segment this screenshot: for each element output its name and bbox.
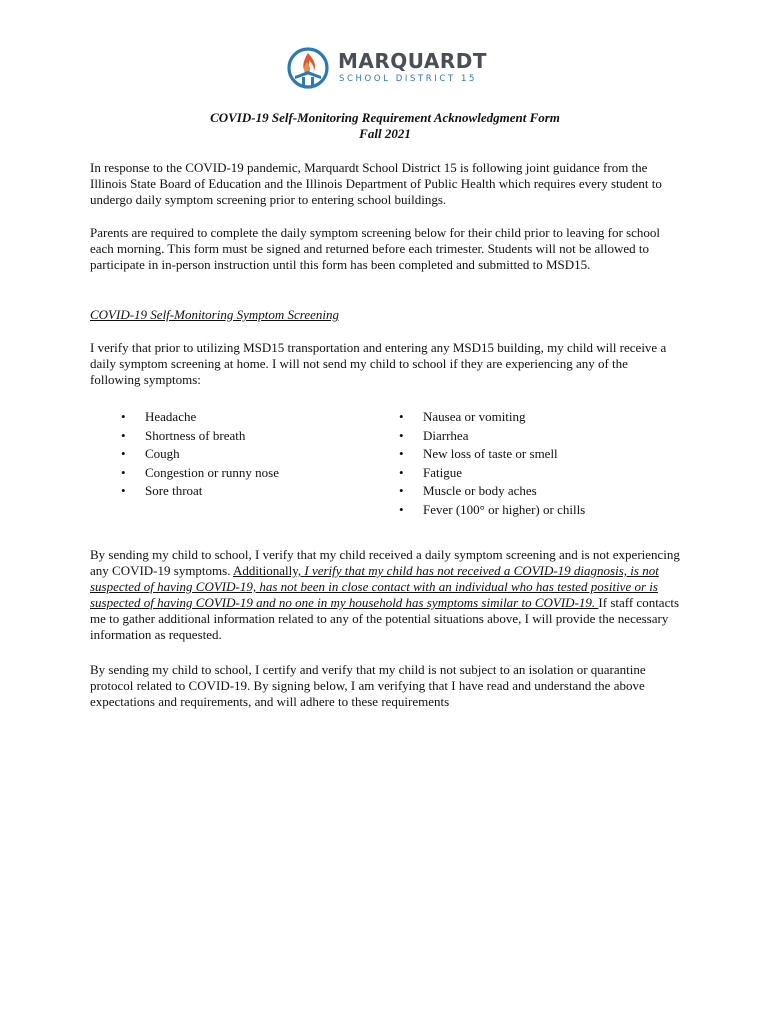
district-name: MARQUARDT — [338, 49, 488, 73]
form-term: Fall 2021 — [359, 126, 411, 141]
staff-contact-text: If staff contacts me to gather additional information related to any of the potential situations above, I will provide the necessary information as requested. — [90, 595, 680, 642]
flame-icon — [286, 46, 330, 90]
symptom-item: • Diarrhea — [399, 427, 585, 446]
symptom-item: • Cough — [121, 445, 279, 464]
symptom-item: • New loss of taste or smell — [399, 445, 585, 464]
district-logo — [286, 46, 486, 92]
form-title — [0, 110, 770, 142]
symptom-item: • Sore throat — [121, 482, 279, 501]
symptom-item: • Headache — [121, 408, 279, 427]
symptom-item: • Congestion or runny nose — [121, 464, 279, 483]
district-subtitle: SCHOOL DISTRICT 15 — [339, 74, 478, 84]
symptom-list-right — [399, 408, 585, 520]
symptom-item: • Fatigue — [399, 464, 585, 483]
intro-paragraph: In response to the COVID-19 pandemic, Marquardt School District 15 is following joint guidance from the Illinois State Board of Education and the Illinois Department of Public Health which requires every student to undergo daily symptom screening prior to entering school buildings. — [90, 160, 662, 207]
sending-text: By sending my child to school, I verify that my child received a daily symptom screening and is not experiencing any COVID-19 symptoms. — [90, 547, 680, 578]
verification-statement: I verify that my child has not received a COVID-19 diagnosis, is not suspected of having COVID-19, has not been in close contact with an individual who has tested positive or is suspected of having COVID-19 and no one in my household has symptoms similar to COVID-19. — [90, 563, 659, 610]
symptom-item: • Muscle or body aches — [399, 482, 585, 501]
additionally-text: Additionally, — [233, 563, 305, 578]
symptom-list-left — [121, 408, 279, 501]
section-heading: COVID-19 Self-Monitoring Symptom Screening — [90, 307, 339, 322]
form-title-line: COVID-19 Self-Monitoring Requirement Acknowledgment Form — [210, 110, 560, 125]
parents-paragraph: Parents are required to complete the daily symptom screening below for their child prior to leaving for school each morning. This form must be signed and returned before each trimester. Students will not be allowed to participate in in-person instruction until this form has been completed and submitted to MSD15. — [90, 225, 661, 272]
symptom-item: • Fever (100° or higher) or chills — [399, 501, 585, 520]
certify-paragraph: By sending my child to school, I certify and verify that my child is not subject to an isolation or quarantine protocol related to COVID-19. By signing below, I am verifying that I have read and understand the above expectations and requirements, and will adhere to these requirements — [90, 662, 646, 709]
symptom-item: • Nausea or vomiting — [399, 408, 585, 427]
sending-paragraph — [90, 547, 680, 643]
verify-paragraph: I verify that prior to utilizing MSD15 transportation and entering any MSD15 building, my child will receive a daily symptom screening at home. I will not send my child to school if they are experiencing any of the following symptoms: — [90, 340, 667, 387]
symptom-item: • Shortness of breath — [121, 427, 279, 446]
